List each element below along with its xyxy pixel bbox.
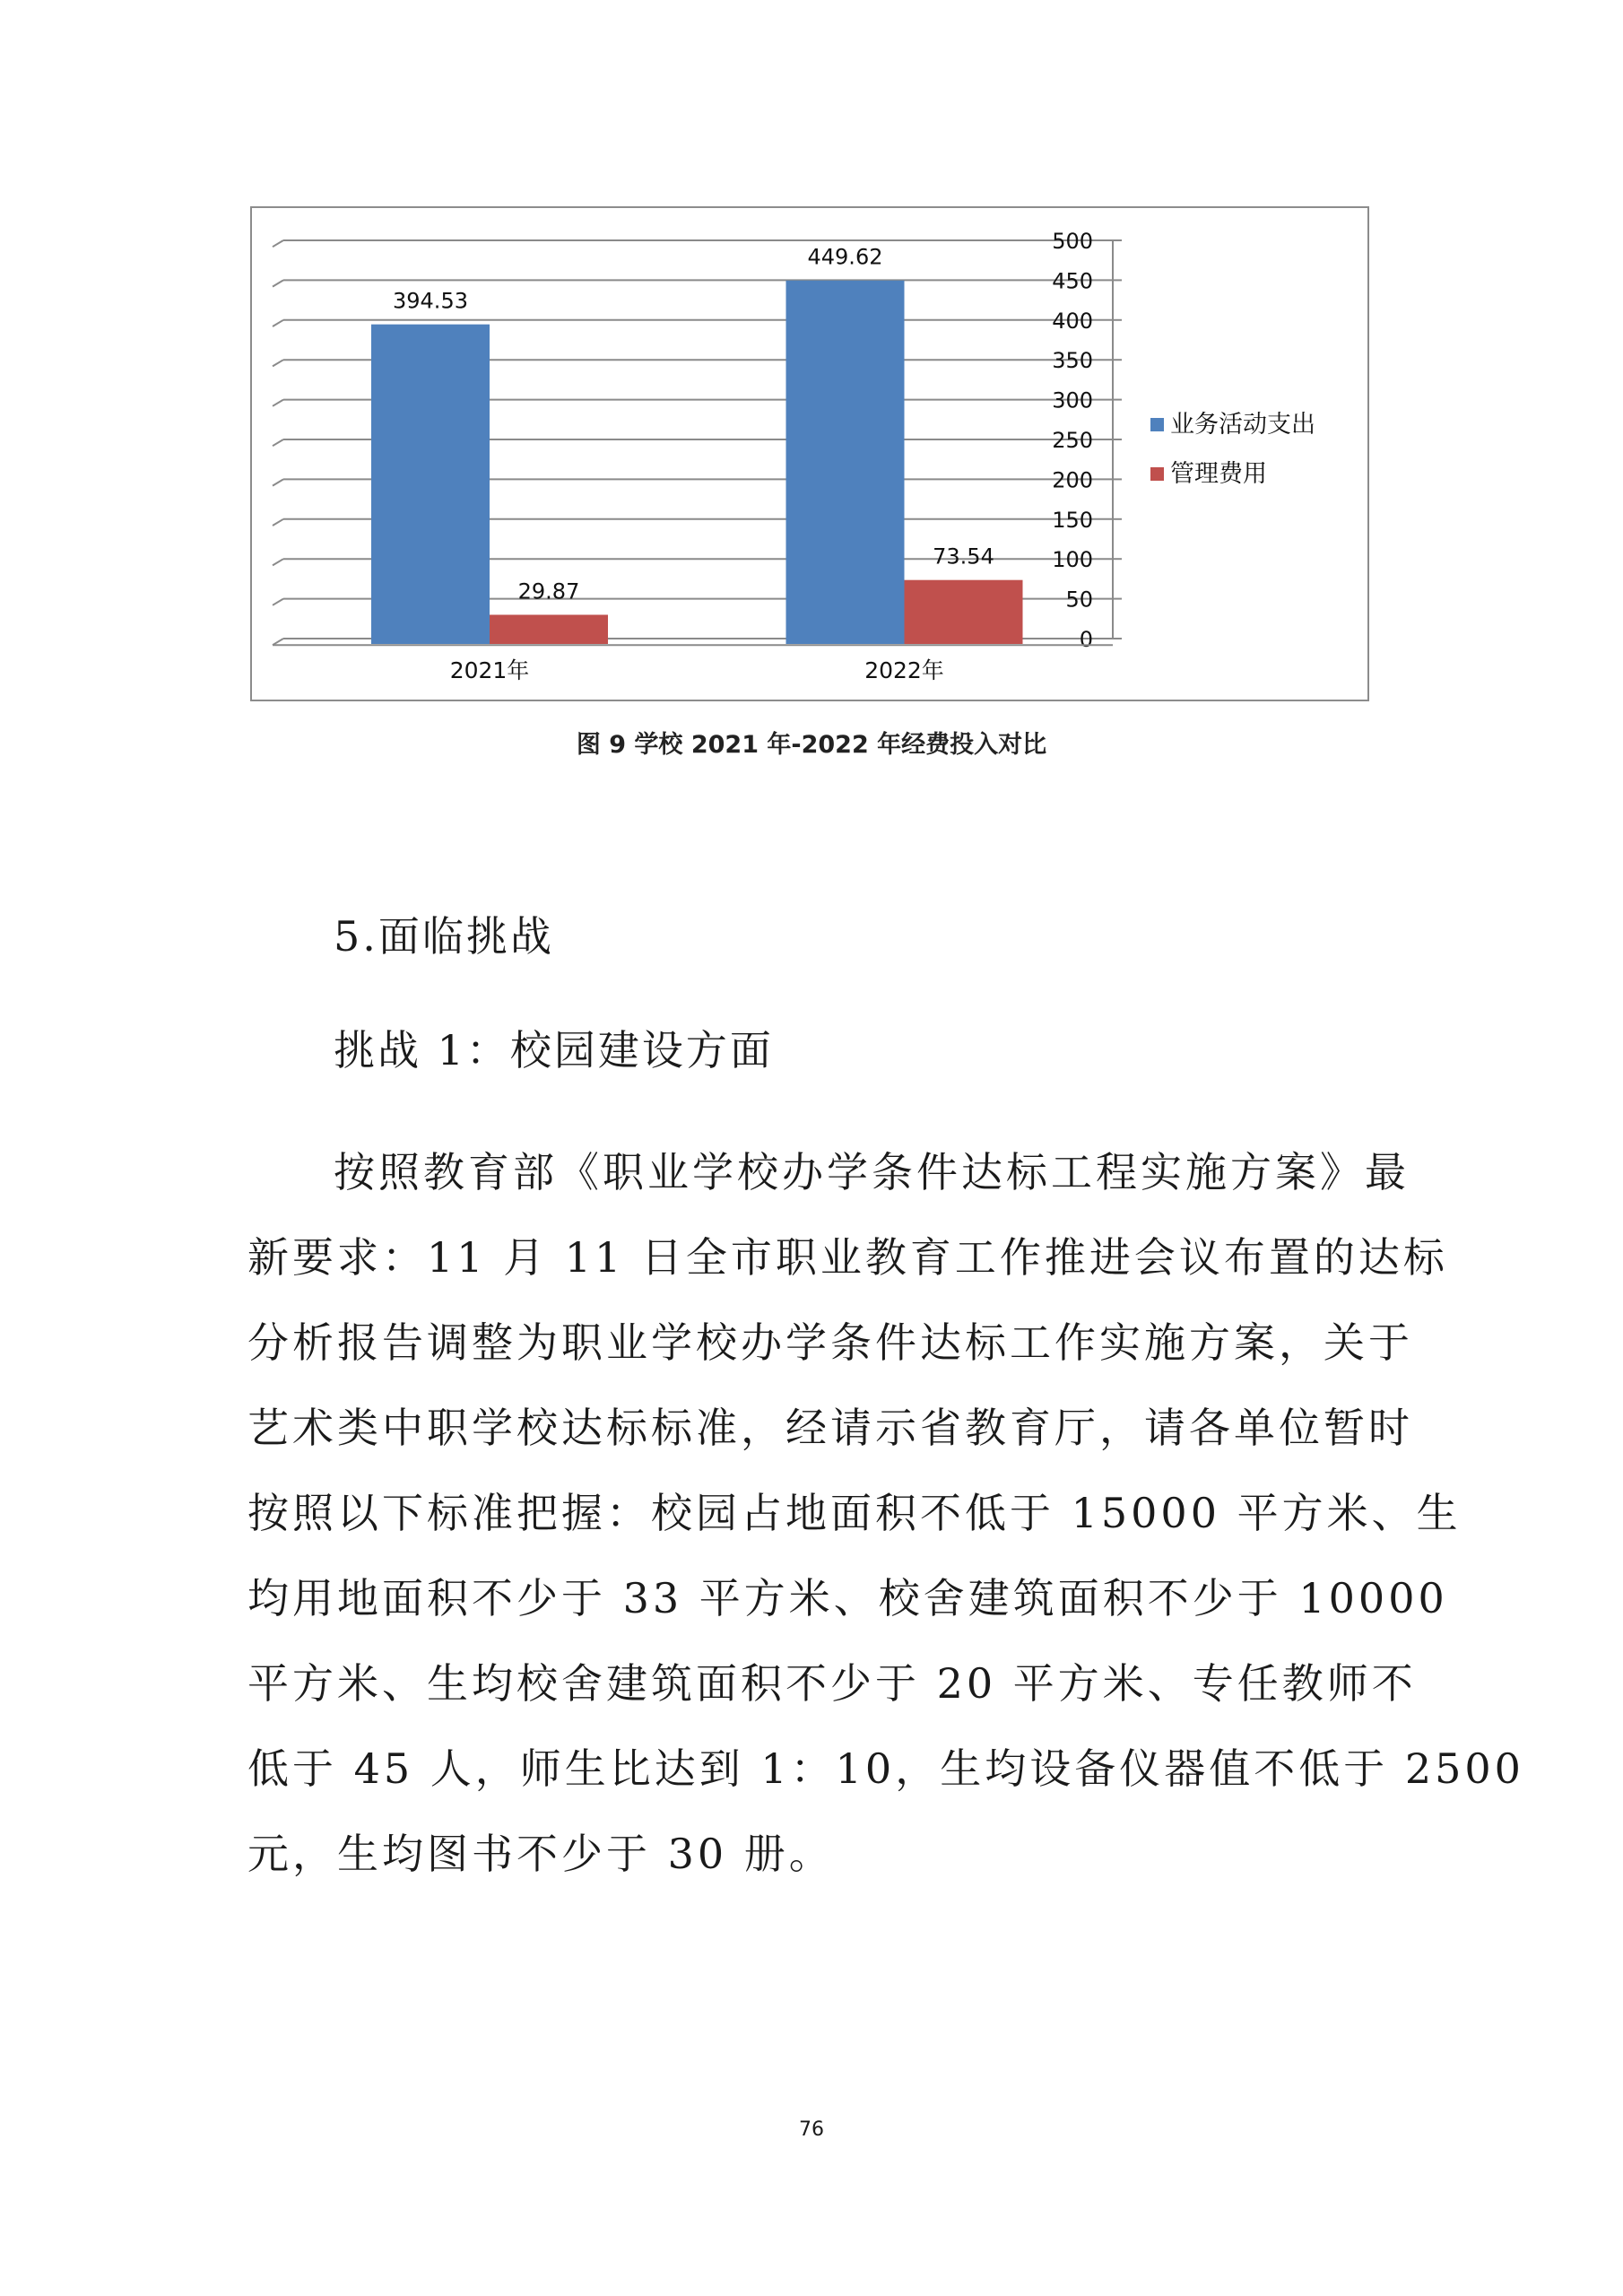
data-label: 73.54: [933, 544, 994, 570]
gridline-depth: [273, 599, 283, 605]
data-label: 394.53: [393, 288, 468, 314]
y-tick-label: 50: [1065, 587, 1093, 613]
gridline-depth: [273, 439, 283, 446]
paragraph-line: 艺术类中职学校达标标准，经请示省教育厅，请各单位暂时: [247, 1404, 1413, 1452]
y-tick-label: 250: [1052, 428, 1093, 453]
y-tick-label: 450: [1052, 268, 1093, 294]
y-tick-label: 200: [1052, 467, 1093, 493]
legend-label: 管理费用: [1170, 460, 1267, 488]
figure-caption: 图 9 学校 2021 年-2022 年经费投入对比: [576, 731, 1047, 759]
legend-swatch: [1150, 467, 1164, 481]
legend-swatch: [1150, 418, 1164, 431]
x-tick-label: 2022年: [864, 657, 944, 683]
y-tick-label: 0: [1079, 627, 1093, 652]
y-tick-label: 500: [1052, 229, 1093, 254]
bar: [905, 580, 1023, 644]
page-number: 76: [799, 2118, 824, 2141]
paragraph-line: 按照教育部《职业学校办学条件达标工程实施方案》最: [334, 1148, 1410, 1196]
paragraph-line: 元，生均图书不少于 30 册。: [247, 1830, 834, 1878]
gridline-depth: [273, 479, 283, 485]
gridline-depth: [273, 360, 283, 366]
bar: [490, 614, 608, 644]
bar: [786, 281, 905, 644]
paragraph-line: 均用地面积不少于 33 平方米、校舍建筑面积不少于 10000: [247, 1574, 1448, 1622]
y-tick-label: 100: [1052, 547, 1093, 573]
y-tick-label: 300: [1052, 387, 1093, 413]
chart-frame: [250, 206, 1369, 701]
gridline-depth: [273, 400, 283, 406]
gridline-depth: [273, 280, 283, 286]
paragraph-line: 按照以下标准把握：校园占地面积不低于 15000 平方米、生: [247, 1489, 1462, 1537]
bar-chart: [252, 208, 1367, 700]
body-paragraph: [247, 1130, 1524, 1897]
data-label: 29.87: [517, 578, 580, 604]
paragraph-line: 分析报告调整为职业学校办学条件达标工作实施方案，关于: [247, 1318, 1413, 1367]
sub-heading: 挑战 1：校园建设方面: [334, 1026, 774, 1074]
y-tick-label: 350: [1052, 348, 1093, 374]
section-heading: 5.面临挑战: [334, 912, 554, 961]
bar: [371, 325, 490, 644]
paragraph-line: 平方米、生均校舍建筑面积不少于 20 平方米、专任教师不: [247, 1659, 1417, 1708]
paragraph-line: 新要求：11 月 11 日全市职业教育工作推进会议布置的达标: [247, 1233, 1448, 1282]
gridline-depth: [273, 519, 283, 526]
y-tick-label: 150: [1052, 507, 1093, 533]
gridline-depth: [273, 559, 283, 565]
data-label: 449.62: [807, 244, 883, 270]
legend-label: 业务活动支出: [1170, 411, 1315, 439]
gridline-depth: [273, 240, 283, 247]
gridline-depth: [273, 320, 283, 326]
paragraph-line: 低于 45 人，师生比达到 1：10，生均设备仪器值不低于 2500: [247, 1744, 1524, 1793]
y-tick-label: 400: [1052, 308, 1093, 334]
gridline-depth: [273, 639, 283, 645]
x-tick-label: 2021年: [449, 657, 530, 683]
